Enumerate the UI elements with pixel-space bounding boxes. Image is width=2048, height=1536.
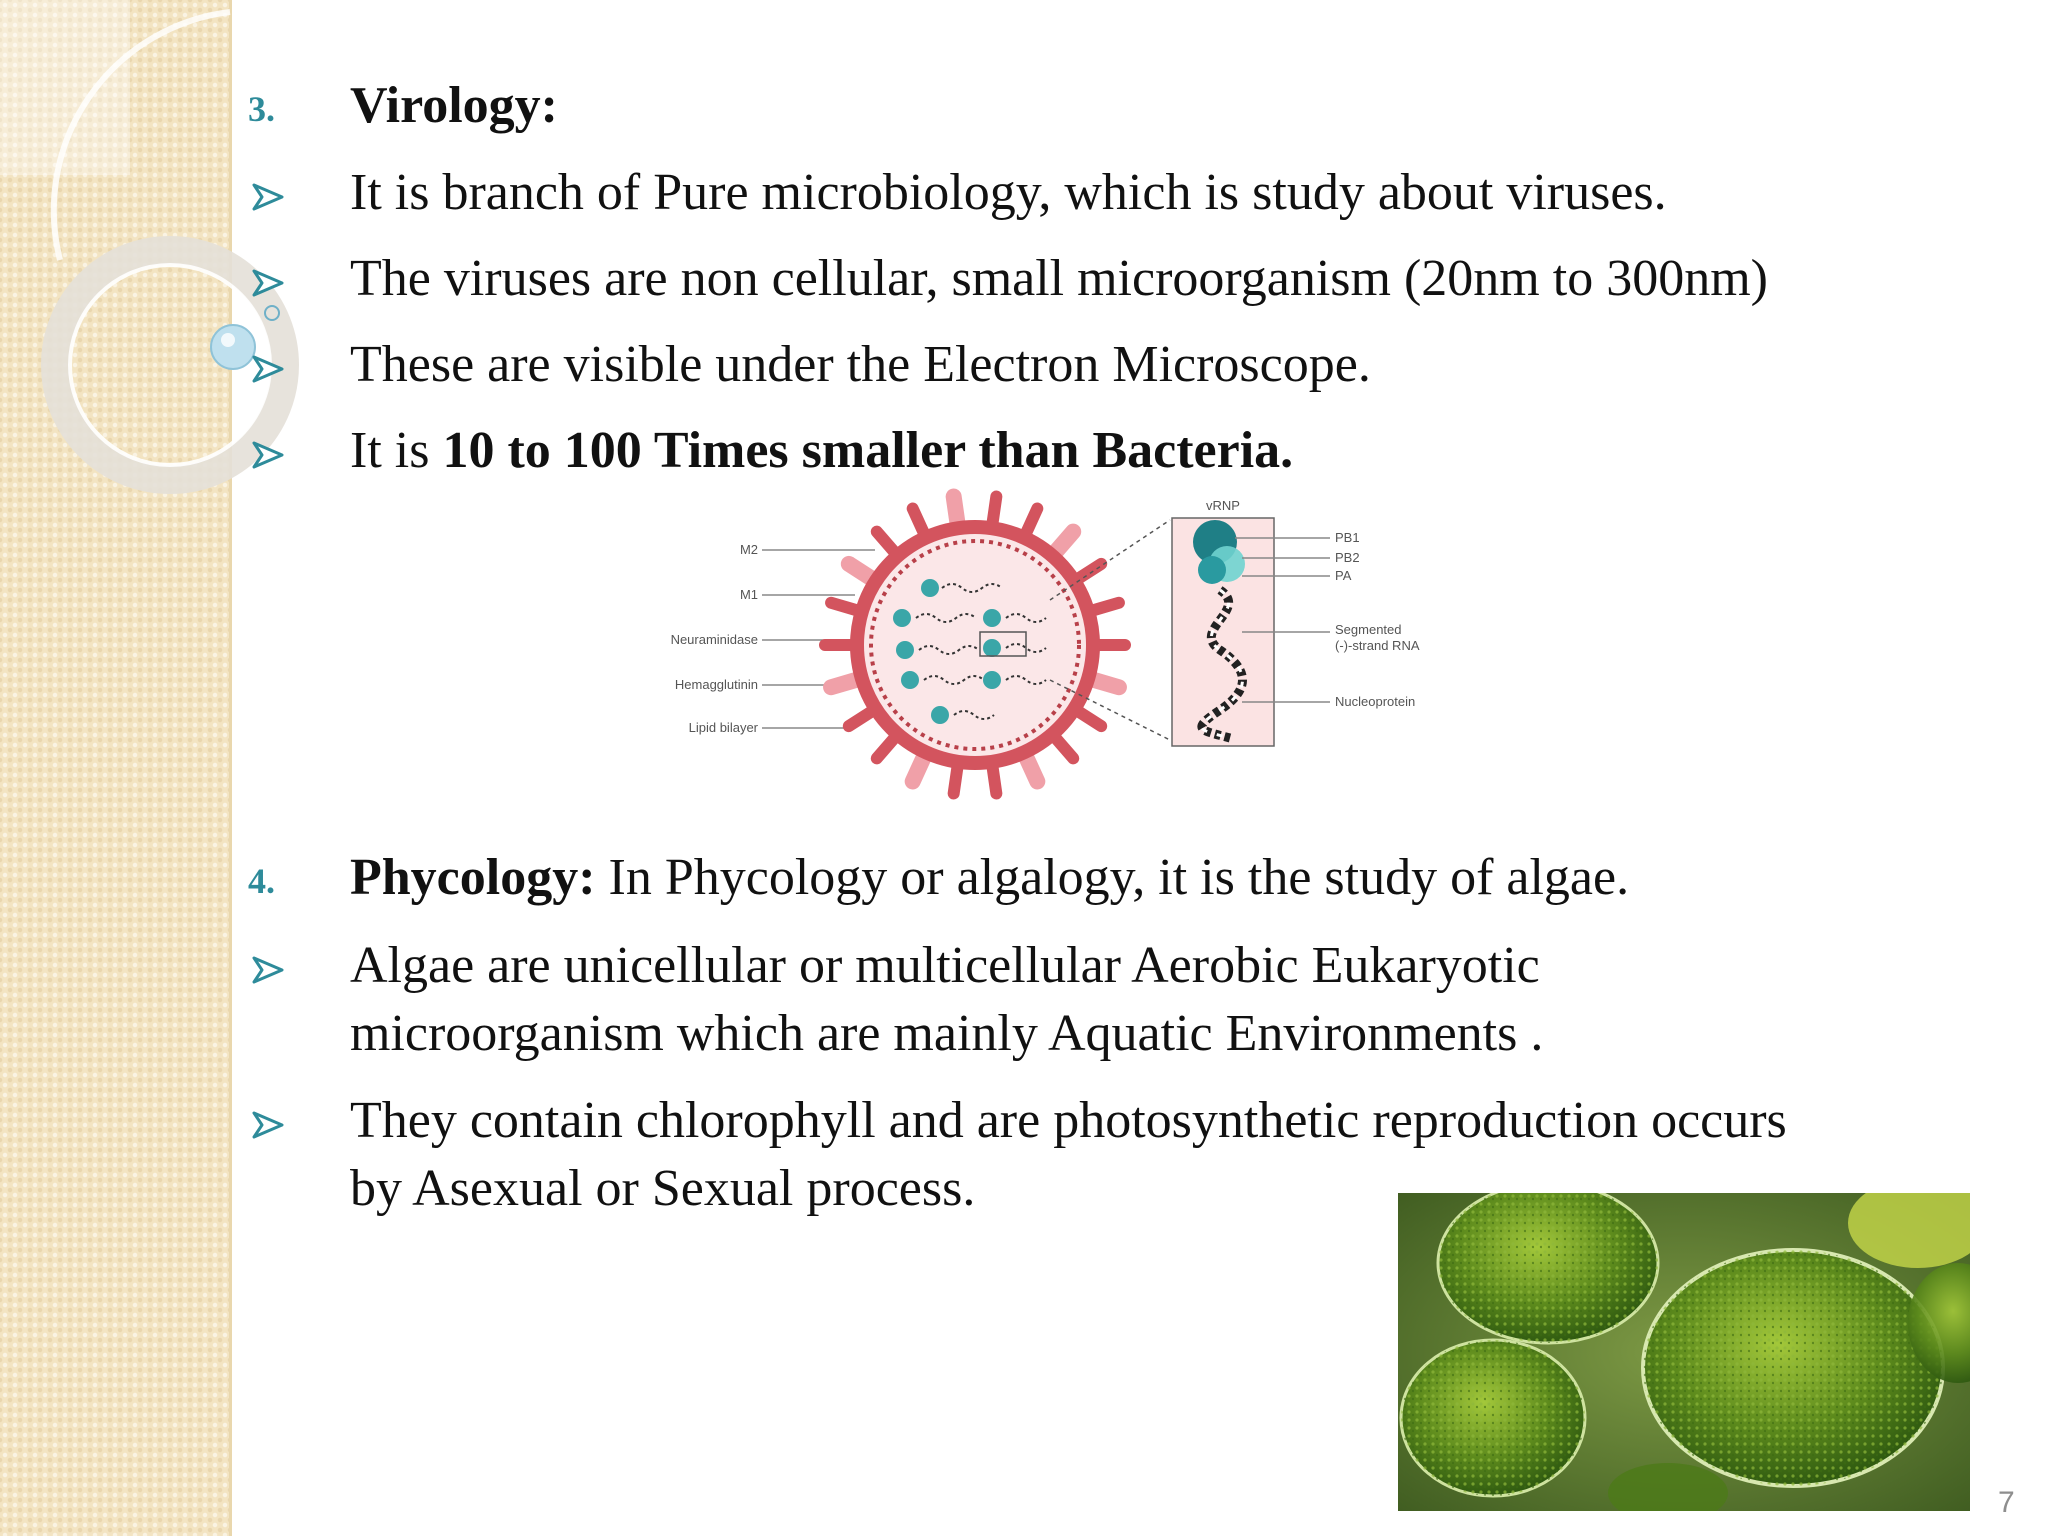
hemagglutinin-spike [1079,564,1101,578]
arrow-bullet-icon [248,1105,288,1145]
hemagglutinin-spike [1056,739,1073,759]
hemagglutinin-spike [877,532,894,552]
bullet-text: It is branch of Pure microbiology, which is study about viruses. [350,164,1667,221]
label-pb1: PB1 [1335,530,1360,545]
arrow-bullet-icon [248,263,288,303]
section-title: Virology: [350,77,558,134]
bullet-text: These are visible under the Electron Microscope. [350,336,1371,393]
bullet-text: They contain chlorophyll and are photosynthetic reproduction occurs [350,1092,1787,1149]
neuraminidase-spike [849,564,871,578]
hemagglutinin-spike [831,603,856,610]
hemagglutinin-spike [913,509,924,533]
hemagglutinin-spike [993,768,997,794]
bullet-text: Algae are unicellular or multicellular Aerobic Eukaryotic [350,937,1540,994]
bullet-text-continued: by Asexual or Sexual process. [350,1160,976,1217]
bullet-text-continued: microorganism which are mainly Aquatic Environments . [350,1005,1544,1062]
label-m2: M2 [739,542,758,557]
hemagglutinin-spike [993,497,997,523]
arrow-bullet-icon [248,349,288,389]
label-m1: M1 [739,587,758,602]
algae-microscope-photo [1398,1193,1970,1511]
neuraminidase-spike [1027,758,1038,782]
section-title: Phycology: In Phycology or algalogy, it is the study of algae. [350,849,1630,906]
bullet-text: The viruses are non cellular, small microorganism (20nm to 300nm) [350,250,1768,307]
hemagglutinin-spike [849,712,871,726]
hemagglutinin-spike [954,768,958,794]
label-pa: PA [1335,568,1352,583]
arrow-bullet-icon [248,177,288,217]
label-pb2: PB2 [1335,550,1360,565]
neuraminidase-spike [831,680,856,687]
list-number: 4. [248,861,275,901]
neuraminidase-spike [913,758,924,782]
arrow-bullet-icon [248,435,288,475]
virus-structure-diagram [630,480,1460,820]
label-neuraminidase: Neuraminidase [670,632,758,647]
neuraminidase-spike [954,497,958,523]
bullet-text: It is 10 to 100 Times smaller than Bacteria. [350,422,1294,479]
label-lipid-bilayer: Lipid bilayer [688,720,758,735]
hemagglutinin-spike [877,739,894,759]
neuraminidase-spike [1094,680,1119,687]
hemagglutinin-spike [1027,509,1038,533]
label-rna: (-)-strand RNA [1335,638,1420,653]
label-nucleoprotein: Nucleoprotein [1335,694,1416,709]
neuraminidase-spike [1056,532,1073,552]
arrow-bullet-icon [248,950,288,990]
page-number: 7 [1998,1486,2015,1519]
list-number: 3. [248,89,275,129]
hemagglutinin-spike [1094,603,1119,610]
hemagglutinin-spike [1079,712,1101,726]
label-segmented: Segmented [1335,622,1402,637]
label-hemagglutinin: Hemagglutinin [674,677,758,692]
label-vrnp: vRNP [1206,498,1240,513]
